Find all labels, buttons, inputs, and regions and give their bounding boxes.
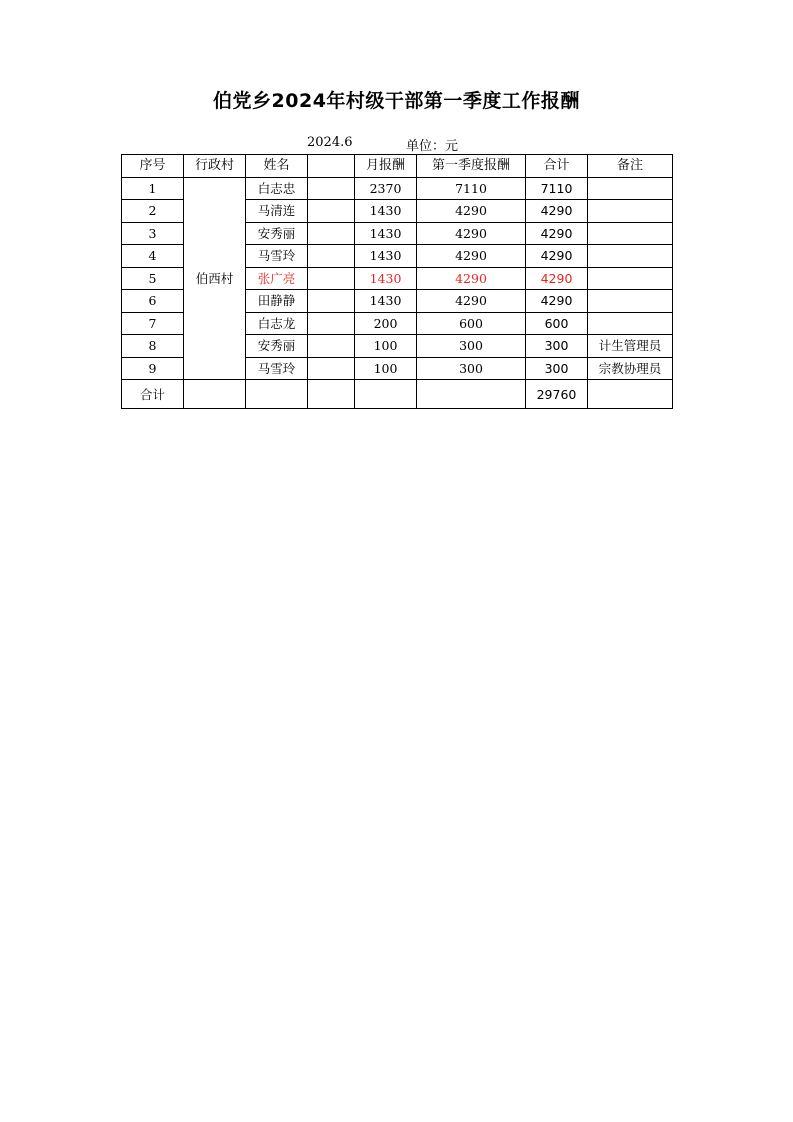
table-row: [122, 177, 673, 200]
header-remark: 备注: [588, 155, 673, 178]
cell-name: 白志龙: [246, 312, 308, 335]
report-date: 2024.6: [307, 135, 353, 150]
cell-blank: [308, 222, 355, 245]
header-row: [122, 155, 673, 178]
cell-total: 300: [526, 357, 588, 380]
cell-name: 张广亮: [246, 267, 308, 290]
grand-total: 29760: [526, 380, 588, 409]
cell-quarter: 4290: [417, 200, 526, 223]
cell-empty: [355, 380, 417, 409]
cell-empty: [246, 380, 308, 409]
cell-blank: [308, 245, 355, 268]
cell-monthly: 1430: [355, 245, 417, 268]
cell-empty: [308, 380, 355, 409]
cell-seq: 4: [122, 245, 184, 268]
cell-name: 安秀丽: [246, 222, 308, 245]
cell-remark: 计生管理员: [588, 335, 673, 358]
cell-remark: [588, 177, 673, 200]
cell-total: 600: [526, 312, 588, 335]
cell-empty: [184, 380, 246, 409]
cell-total: 4290: [526, 267, 588, 290]
cell-quarter: 300: [417, 335, 526, 358]
cell-seq: 1: [122, 177, 184, 200]
cell-total: 4290: [526, 245, 588, 268]
cell-blank: [308, 200, 355, 223]
cell-quarter: 4290: [417, 290, 526, 313]
header-blank: [308, 155, 355, 178]
cell-seq: 8: [122, 335, 184, 358]
cell-remark: [588, 200, 673, 223]
cell-blank: [308, 177, 355, 200]
cell-remark: [588, 267, 673, 290]
cell-empty: [588, 380, 673, 409]
cell-remark: [588, 290, 673, 313]
cell-quarter: 4290: [417, 245, 526, 268]
total-label: 合计: [122, 380, 184, 409]
cell-monthly: 1430: [355, 267, 417, 290]
cell-blank: [308, 312, 355, 335]
page-title: 伯党乡2024年村级干部第一季度工作报酬: [213, 90, 580, 112]
cell-empty: [417, 380, 526, 409]
cell-remark: [588, 222, 673, 245]
cell-blank: [308, 290, 355, 313]
cell-blank: [308, 335, 355, 358]
header-total: 合计: [526, 155, 588, 178]
cell-monthly: 2370: [355, 177, 417, 200]
cell-seq: 2: [122, 200, 184, 223]
cell-total: 7110: [526, 177, 588, 200]
cell-total: 4290: [526, 200, 588, 223]
cell-monthly: 200: [355, 312, 417, 335]
cell-name: 马清连: [246, 200, 308, 223]
cell-seq: 9: [122, 357, 184, 380]
cell-total: 4290: [526, 290, 588, 313]
header-name: 姓名: [246, 155, 308, 178]
table-total-row: [122, 380, 673, 409]
cell-quarter: 600: [417, 312, 526, 335]
cell-blank: [308, 267, 355, 290]
header-quarter: 第一季度报酬: [417, 155, 526, 178]
cell-name: 马雪玲: [246, 245, 308, 268]
cell-seq: 6: [122, 290, 184, 313]
cell-quarter: 4290: [417, 222, 526, 245]
cell-monthly: 1430: [355, 290, 417, 313]
cell-blank: [308, 357, 355, 380]
cell-name: 马雪玲: [246, 357, 308, 380]
cell-total: 300: [526, 335, 588, 358]
cell-monthly: 1430: [355, 222, 417, 245]
cell-seq: 5: [122, 267, 184, 290]
cell-remark: 宗教协理员: [588, 357, 673, 380]
cell-name: 安秀丽: [246, 335, 308, 358]
cell-seq: 3: [122, 222, 184, 245]
header-seq: 序号: [122, 155, 184, 178]
currency-unit: 单位：元: [406, 139, 459, 154]
header-monthly: 月报酬: [355, 155, 417, 178]
cell-name: 田静静: [246, 290, 308, 313]
compensation-table: [121, 154, 673, 409]
cell-village: 伯西村: [184, 177, 246, 380]
cell-seq: 7: [122, 312, 184, 335]
cell-total: 4290: [526, 222, 588, 245]
cell-quarter: 300: [417, 357, 526, 380]
cell-remark: [588, 245, 673, 268]
cell-monthly: 100: [355, 357, 417, 380]
cell-remark: [588, 312, 673, 335]
cell-name: 白志忠: [246, 177, 308, 200]
cell-quarter: 7110: [417, 177, 526, 200]
cell-monthly: 1430: [355, 200, 417, 223]
header-village: 行政村: [184, 155, 246, 178]
cell-quarter: 4290: [417, 267, 526, 290]
cell-monthly: 100: [355, 335, 417, 358]
